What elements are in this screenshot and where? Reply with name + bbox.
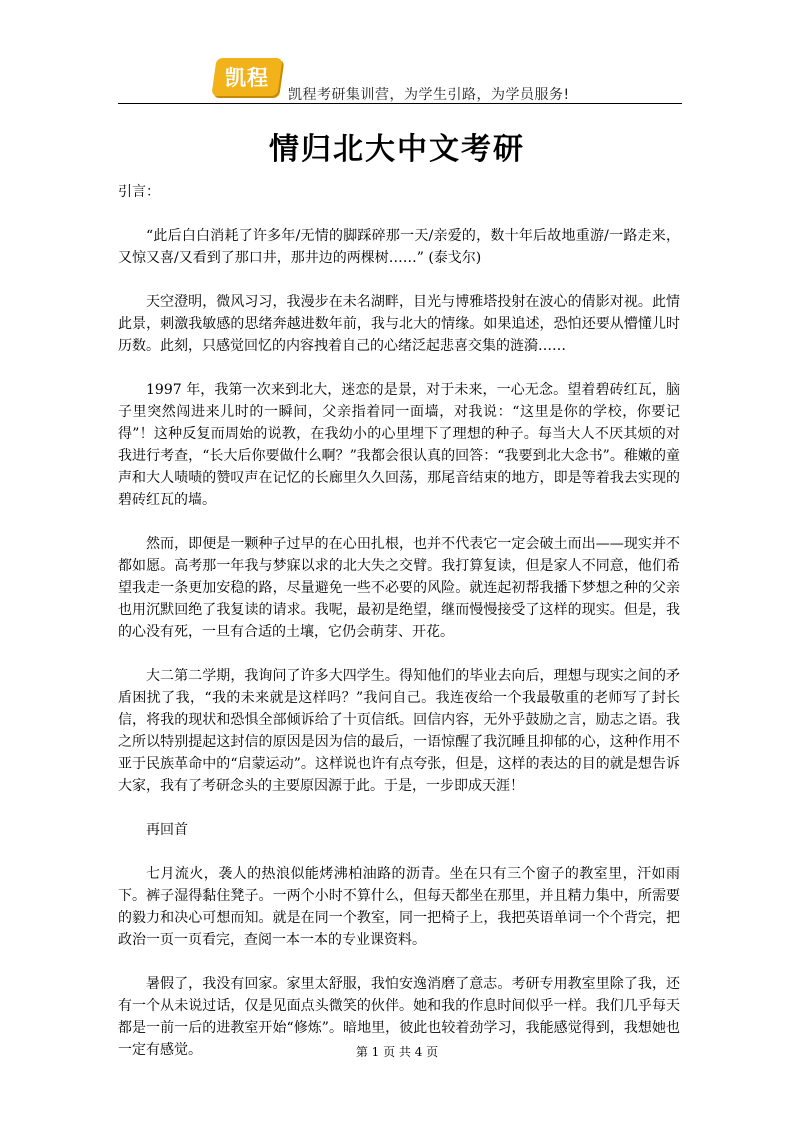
epigraph-paragraph: “此后白白消耗了许多年/无情的脚踩碎那一天/亲爱的，数十年后故地重游/一路走来，又惊又喜/又看到了那口井，那井边的两棵树……” (泰戈尔) xyxy=(118,228,680,266)
page-header xyxy=(118,56,682,106)
page-footer: 第 1 页 共 4 页 xyxy=(355,1045,439,1059)
body-paragraph: 七月流火，袭人的热浪似能烤沸柏油路的沥青。坐在只有三个窗子的教室里，汗如雨下。裤子湿得黏住凳子。一两个小时不算什么，但每天都坐在那里，并且精力集中，所需要的毅力和决心可想而知。就是在同一个教室，同一把椅子上，我把英语单词一个个背完，把政治一页一页看完，查阅一本一本的专业课资料。 xyxy=(118,866,680,948)
body-paragraph: 天空澄明，微风习习，我漫步在未名湖畔，目光与博雅塔投射在波心的倩影对视。此情此景，刺激我敏感的思绪奔越进数年前，我与北大的情缘。如果追述，恐怕还要从懵懂儿时历数。此刻，只感觉回忆的内容拽着自己的心绪泛起悲喜交集的涟漪…… xyxy=(118,294,680,354)
header-slogan: 凯程考研集训营，为学生引路，为学员服务! xyxy=(288,87,570,103)
body-paragraph: 1997 年，我第一次来到北大，迷恋的是景，对于未来，一心无念。望着碧砖红瓦，脑子里突然闯进来儿时的一瞬间，父亲指着同一面墙，对我说：“这里是你的学校，你要记得”！这种反复而周始的说教，在我幼小的心里埋下了理想的种子。每当大人不厌其烦的对我进行考查，“长大后你要做什么啊？”我都会很认真的回答：“我要到北大念书”。稚嫩的童声和大人啧啧的赞叹声在记忆的长廊里久久回荡，那尾音结束的地方，即是等着我去实现的碧砖红瓦的墙。 xyxy=(118,382,680,508)
logo-text: 凯程 xyxy=(225,66,269,90)
body-paragraph: 大二第二学期，我询问了许多大四学生。得知他们的毕业去向后，理想与现实之间的矛盾困扰了我，“我的未来就是这样吗？”我问自己。我连夜给一个我最敬重的老师写了封长信，将我的现状和恐惧全部倾诉给了十页信纸。回信内容，无外乎鼓励之言，励志之语。我之所以特别提起这封信的原因是因为信的最后，一语惊醒了我沉睡且抑郁的心，这种作用不亚于民族革命中的“启蒙运动”。这样说也许有点夸张，但是，这样的表达的目的就是想告诉大家，我有了考研念头的主要原因源于此。于是，一步即成天涯！ xyxy=(118,668,680,794)
section-heading: 再回首 xyxy=(146,822,188,838)
body-paragraph: 然而，即便是一颗种子过早的在心田扎根，也并不代表它一定会破土而出——现实并不都如愿。高考那一年我与梦寐以求的北大失之交臂。我打算复读，但是家人不同意，他们希望我走一条更加安稳的路，尽量避免一些不必要的风险。就连起初帮我播下梦想之种的父亲也用沉默回绝了我复读的请求。我呢，最初是绝望，继而慢慢接受了这样的现实。但是，我的心没有死，一旦有合适的土壤，它仍会萌芽、开花。 xyxy=(118,536,680,640)
header-divider xyxy=(118,103,682,104)
document-title: 情归北大中文考研 xyxy=(269,132,525,167)
document-body xyxy=(118,181,680,1083)
kaicheng-logo xyxy=(211,58,282,96)
body-paragraph: 暑假了，我没有回家。家里太舒服，我怕安逸消磨了意志。考研专用教室里除了我，还有一个从未说过话，仅是见面点头微笑的伙伴。她和我的作息时间似乎一样。我们几乎每天都是一前一后的进教室开始“修炼”。暗地里，彼此也较着劲学习，我能感觉得到，我想她也一定有感觉。 xyxy=(118,976,680,1058)
intro-label: 引言： xyxy=(118,184,160,200)
